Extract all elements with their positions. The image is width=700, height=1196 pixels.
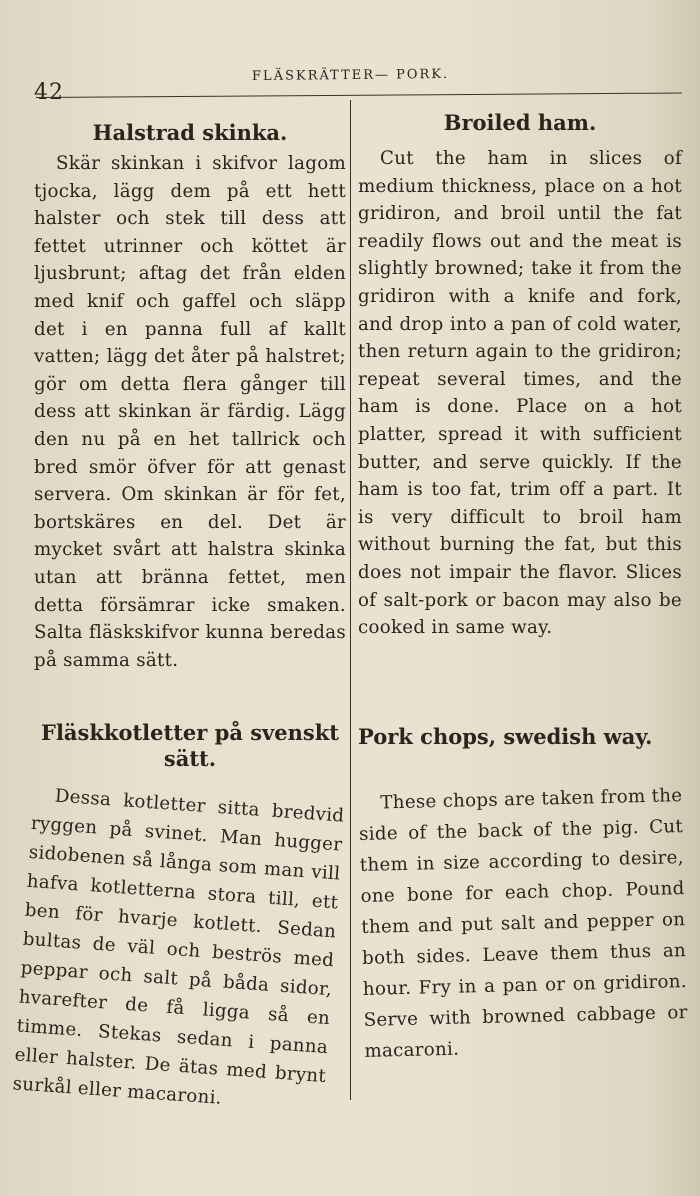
- recipe-title-english: Broiled ham.: [443, 110, 597, 135]
- recipe-text-swedish: Dessa kotletter sitta bredvid ryggen på svinet. Man hugger sidobenen så långa som man vill hafva kotletterna stora till, ett ben för hvarje kotlett. Sedan bultas de väl och beströs med peppar och salt på båda sidor, hvarefter de få ligga så en timme. Stekas sedan i panna eller halster. De ätas med brynt surkål eller macaroni.: [12, 785, 345, 1109]
- recipe-title-swedish: Fläskkotletter på svenskt sätt.: [41, 720, 339, 771]
- recipe-text-english: Cut the ham in slices of medium thickness, place on a hot gridiron, and broil until the fat readily flows out and the meat is slightly browned; take it from the gridiron with a knife and fork, and drop into a pan of cold water, then return again to the gridiron; repeat several times, and the ham is done. Place on a hot platter, spread it with sufficient butter, and serve quickly. If the ham is too fat, trim off a part. It is very difficult to broil ham without burning the fat, but this does not impair the flavor. Slices of salt-pork or bacon may also be cooked in same way.: [358, 148, 682, 639]
- recipe-title-swedish: Halstrad skinka.: [92, 120, 288, 145]
- column-divider: [350, 100, 351, 1100]
- recipe-text-english: These chops are taken from the side of the back of the pig. Cut them in size according to desire, one bone for each chop. Pound them and put salt and pepper on both sides. Leave them thus an hour. Fry in a pan or on gridiron. Serve with browned cabbage or macaroni.: [358, 785, 688, 1062]
- page-number: 42: [34, 80, 64, 105]
- recipe-text-swedish: Skär skinkan i skifvor lagom tjocka, lägg dem på ett hett halster och stek till dess att fettet utrinner och köttet är ljusbrunt; aftag det från elden med knif och gaffel och släpp det i en panna full af kallt vatten; lägg det åter på halstret; gör om detta flera gånger till dess att skinkan är färdig. Lägg den nu på en het tallrick och bred smör öfver för att genast servera. Om skinkan är för fet, bortskäres en del. Det är mycket svårt att halstra skinka utan att bränna fettet, men detta försämrar icke smaken. Salta fläskskifvor kunna beredas på samma sätt.: [34, 153, 346, 671]
- recipe-title-english: Pork chops, swedish way.: [358, 724, 653, 749]
- header-rule: [36, 92, 682, 98]
- running-header: FLÄSKRÄTTER— PORK.: [251, 66, 450, 85]
